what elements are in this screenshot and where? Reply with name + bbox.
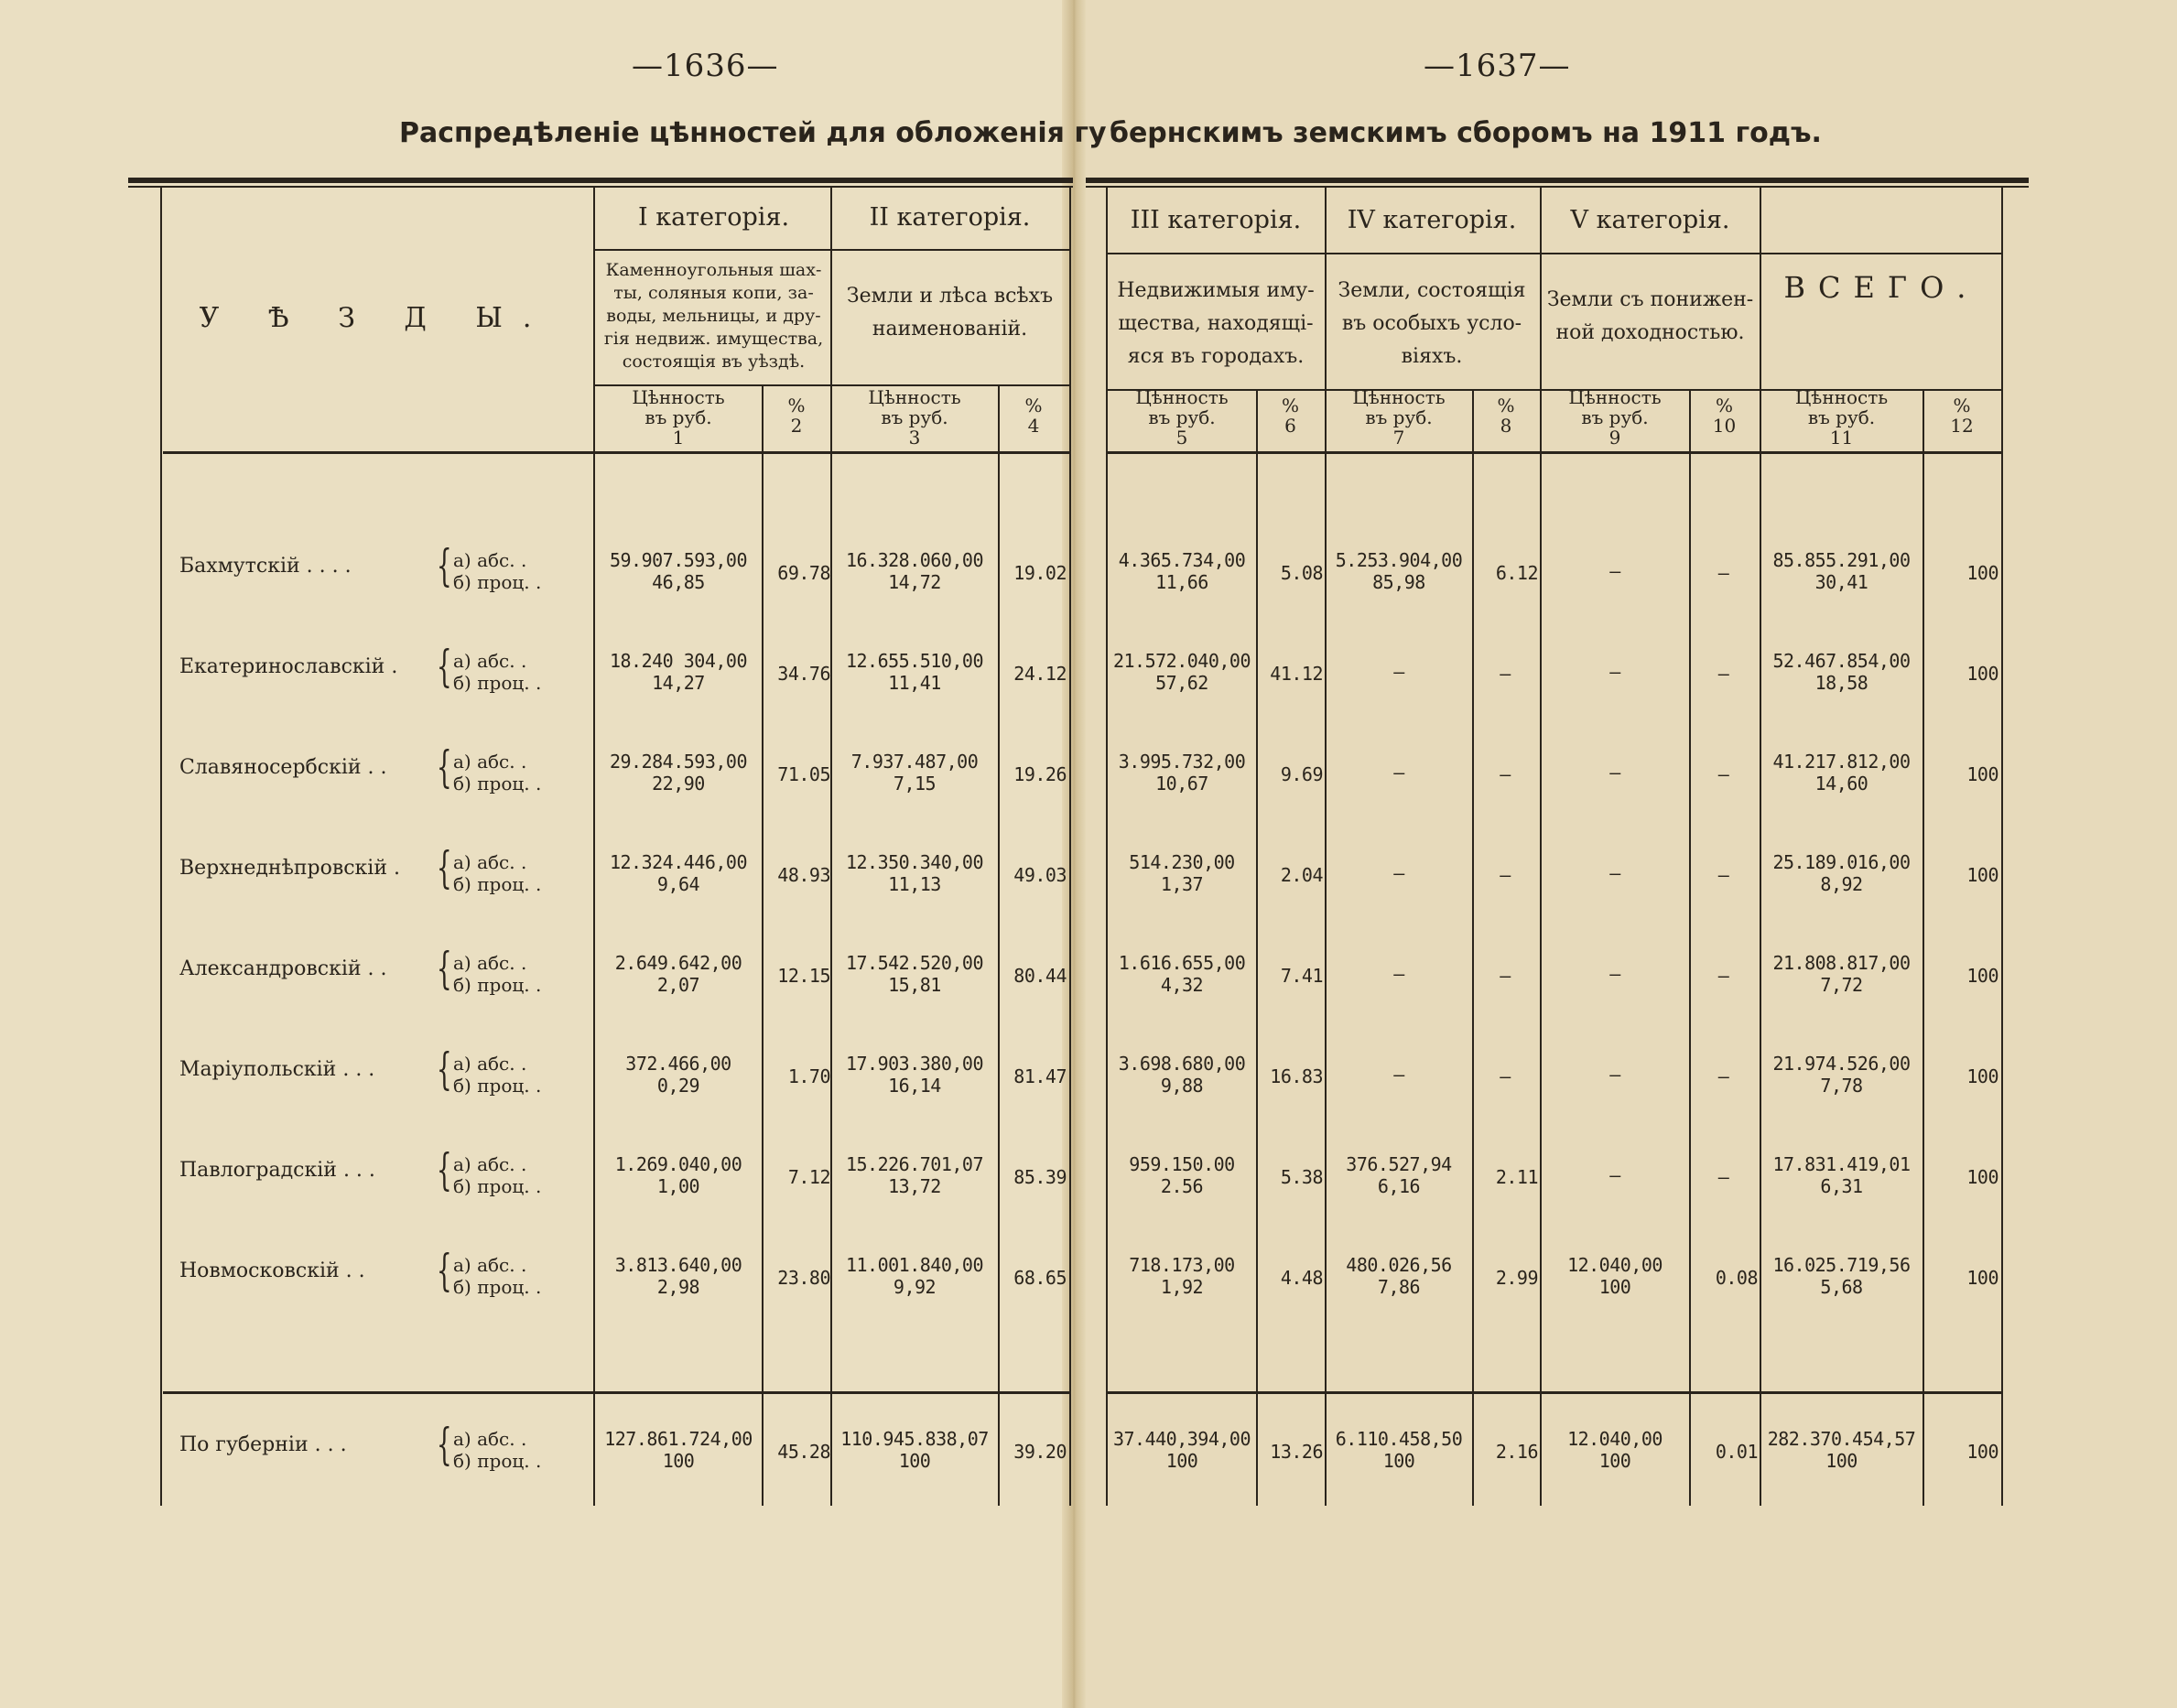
value-cell: 12.655.510,00 11,41 — [845, 650, 984, 694]
header-divider — [1108, 253, 2001, 254]
pct-cell: 0.01 — [1715, 1441, 1758, 1463]
pct-cell: 100 — [1966, 965, 1998, 987]
pct-cell: — — [1717, 965, 1729, 987]
value-cell: 17.831.419,01 6,31 — [1772, 1153, 1911, 1197]
value-cell: 12.350.340,00 11,13 — [845, 851, 984, 895]
pct-cell: — — [1500, 763, 1511, 785]
pct-subheader: % 2 — [787, 395, 806, 437]
cat5-header: V категорія. — [1570, 206, 1730, 234]
pct-cell: 5.08 — [1280, 562, 1323, 584]
value-subheader: Цѣнность въ руб. 9 — [1568, 386, 1662, 449]
pct-cell: 48.93 — [777, 864, 830, 886]
abs-label: а) абс. . — [453, 1254, 527, 1276]
column-divider — [1922, 389, 1924, 1506]
brace-mark: { — [436, 1419, 452, 1470]
abs-label: а) абс. . — [453, 1053, 527, 1075]
pct-cell: — — [1500, 965, 1511, 987]
value-subheader: Цѣнность въ руб. 5 — [1135, 386, 1229, 449]
value-subheader: Цѣнность въ руб. 3 — [868, 386, 961, 449]
pct-cell: 100 — [1966, 763, 1998, 785]
pct-subheader: % 6 — [1281, 395, 1299, 437]
value-cell: 7.937.487,00 7,15 — [850, 751, 979, 795]
proc-label: б) проц. . — [453, 873, 542, 895]
value-cell: 4.365.734,00 11,66 — [1118, 549, 1246, 593]
column-divider — [1689, 389, 1691, 1506]
pct-cell: 80.44 — [1013, 965, 1067, 987]
value-cell: — — [1609, 1164, 1620, 1186]
value-cell: 16.025.719,56 5,68 — [1772, 1254, 1911, 1298]
pct-cell: 2.16 — [1495, 1441, 1538, 1463]
header-divider — [595, 249, 1069, 251]
pct-cell: 100 — [1966, 1267, 1998, 1289]
row-1-name: Екатеринославскій . — [179, 655, 398, 678]
pct-cell: 9.69 — [1280, 763, 1323, 785]
total-rule — [1108, 1391, 2001, 1394]
value-cell: 18.240 304,00 14,27 — [609, 650, 748, 694]
value-cell: — — [1393, 661, 1404, 683]
pct-cell: 100 — [1966, 663, 1998, 685]
row-6-name: Павлоградскій . . . — [179, 1159, 375, 1182]
value-cell: 21.572.040,00 57,62 — [1112, 650, 1251, 694]
value-cell: 1.269.040,00 1,00 — [614, 1153, 742, 1197]
pct-cell: 100 — [1966, 562, 1998, 584]
value-cell: — — [1609, 963, 1620, 985]
pct-cell: 4.48 — [1280, 1267, 1323, 1289]
value-cell: 41.217.812,00 14,60 — [1772, 751, 1911, 795]
pct-cell: 24.12 — [1013, 663, 1067, 685]
value-cell: 52.467.854,00 18,58 — [1772, 650, 1911, 694]
value-cell: — — [1609, 1064, 1620, 1086]
value-cell: 376.527,94 6,16 — [1346, 1153, 1452, 1197]
value-cell: — — [1609, 661, 1620, 683]
pct-cell: 39.20 — [1013, 1441, 1067, 1463]
vsego-header: ВСЕГО. — [1783, 270, 1979, 305]
pct-cell: 100 — [1966, 1166, 1998, 1188]
pct-cell: 16.83 — [1270, 1065, 1323, 1087]
value-cell: 3.995.732,00 10,67 — [1118, 751, 1246, 795]
value-cell: 85.855.291,00 30,41 — [1772, 549, 1911, 593]
pct-cell: 19.02 — [1013, 562, 1067, 584]
brace-mark: { — [436, 741, 452, 793]
proc-label: б) проц. . — [453, 1175, 542, 1197]
top-rule-left-thin — [128, 186, 1073, 188]
pct-cell: 6.12 — [1495, 562, 1538, 584]
value-cell: 127.861.724,00 100 — [604, 1428, 753, 1472]
pct-cell: 68.65 — [1013, 1267, 1067, 1289]
pct-subheader: % 10 — [1712, 395, 1737, 437]
row-7-name: Новмосковскій . . — [179, 1259, 365, 1282]
pct-cell: 7.41 — [1280, 965, 1323, 987]
value-subheader: Цѣнность въ руб. 1 — [632, 386, 725, 449]
pct-cell: 2.11 — [1495, 1166, 1538, 1188]
value-cell: 12.040,00 100 — [1567, 1254, 1663, 1298]
value-subheader: Цѣнность въ руб. 7 — [1352, 386, 1446, 449]
pct-cell: 45.28 — [777, 1441, 830, 1463]
value-cell: 718.173,00 1,92 — [1129, 1254, 1235, 1298]
abs-label: а) абс. . — [453, 650, 527, 672]
value-cell: 25.189.016,00 8,92 — [1772, 851, 1911, 895]
value-cell: 17.542.520,00 15,81 — [845, 952, 984, 996]
value-cell: 514.230,00 1,37 — [1129, 851, 1235, 895]
pct-subheader: % 12 — [1950, 395, 1974, 437]
value-cell: 372.466,00 0,29 — [625, 1053, 731, 1097]
value-cell: 12.324.446,00 9,64 — [609, 851, 748, 895]
column-divider — [1760, 188, 1761, 1506]
row-3-name: Верхнеднѣпровскій . — [179, 857, 400, 880]
pct-cell: 5.38 — [1280, 1166, 1323, 1188]
brace-mark: { — [436, 1245, 452, 1296]
pct-cell: 0.08 — [1715, 1267, 1758, 1289]
top-rule-right-thin — [1086, 186, 2029, 188]
value-cell: 110.945.838,07 100 — [840, 1428, 989, 1472]
pct-cell: — — [1717, 763, 1729, 785]
brace-mark: { — [436, 641, 452, 692]
cat5-desc: Земли съ понижен- ной доходностью. — [1546, 288, 1754, 344]
pct-cell: 2.99 — [1495, 1267, 1538, 1289]
pct-cell: — — [1717, 562, 1729, 584]
pct-cell: 69.78 — [777, 562, 830, 584]
value-cell: 21.974.526,00 7,78 — [1772, 1053, 1911, 1097]
value-cell: 480.026,56 7,86 — [1346, 1254, 1452, 1298]
pct-cell: 100 — [1966, 1441, 1998, 1463]
value-cell: 17.903.380,00 16,14 — [845, 1053, 984, 1097]
brace-mark: { — [436, 1043, 452, 1095]
value-cell: — — [1609, 560, 1620, 582]
column-divider — [2001, 188, 2003, 1506]
cat3-header: III категорія. — [1130, 206, 1302, 234]
proc-label: б) проц. . — [453, 773, 542, 795]
cat3-desc: Недвижимыя иму- щества, находящі- яся въ городахъ. — [1117, 279, 1315, 368]
pct-cell: 85.39 — [1013, 1166, 1067, 1188]
pct-cell: — — [1717, 864, 1729, 886]
column-divider — [1256, 389, 1258, 1506]
pct-subheader: % 8 — [1497, 395, 1515, 437]
column-divider — [1069, 188, 1071, 1506]
proc-label: б) проц. . — [453, 1450, 542, 1472]
column-divider — [1325, 188, 1327, 1506]
abs-label: а) абс. . — [453, 1428, 527, 1450]
row-2-name: Славяносербскій . . — [179, 756, 387, 779]
cat2-header: II категорія. — [869, 203, 1031, 232]
value-cell: — — [1609, 862, 1620, 884]
cat1-desc: Каменноугольныя шах- ты, соляныя копи, за- воды, мельницы, и дру- гія недвиж. имущества, состоящія въ уѣздѣ. — [603, 260, 824, 372]
abs-label: а) абс. . — [453, 751, 527, 773]
pct-cell: — — [1717, 1065, 1729, 1087]
value-cell: 59.907.593,00 46,85 — [609, 549, 748, 593]
value-subheader: Цѣнность въ руб. 11 — [1794, 386, 1889, 449]
value-cell: 29.284.593,00 22,90 — [609, 751, 748, 795]
pct-cell: 81.47 — [1013, 1065, 1067, 1087]
pct-cell: 100 — [1966, 864, 1998, 886]
proc-label: б) проц. . — [453, 571, 542, 593]
pct-cell: — — [1717, 1166, 1729, 1188]
top-rule-right — [1086, 178, 2029, 183]
cat4-header: IV категорія. — [1347, 206, 1517, 234]
cat4-desc: Земли, состоящія въ особыхъ усло- віяхъ. — [1338, 279, 1526, 368]
pct-cell: — — [1500, 663, 1511, 685]
value-cell: 959.150.00 2.56 — [1129, 1153, 1235, 1197]
abs-label: а) абс. . — [453, 1153, 527, 1175]
proc-label: б) проц. . — [453, 974, 542, 996]
value-cell: 3.698.680,00 9,88 — [1118, 1053, 1246, 1097]
header-bottom-rule — [163, 451, 1071, 454]
value-cell: — — [1609, 762, 1620, 784]
pct-cell: 19.26 — [1013, 763, 1067, 785]
uezdy-header: У Ѣ З Д Ы. — [199, 302, 552, 334]
cat2-desc: Земли и лѣса всѣхъ наименованій. — [846, 285, 1054, 341]
column-divider — [160, 188, 162, 1506]
right-page-number: —1637— — [1424, 48, 1571, 84]
total-rule — [163, 1391, 1071, 1394]
pct-cell: 7.12 — [787, 1166, 830, 1188]
pct-cell: — — [1717, 663, 1729, 685]
pct-cell: 2.04 — [1280, 864, 1323, 886]
value-cell: 2.649.642,00 2,07 — [614, 952, 742, 996]
pct-cell: — — [1500, 1065, 1511, 1087]
abs-label: а) абс. . — [453, 549, 527, 571]
header-bottom-rule — [1108, 451, 2001, 454]
value-cell: 3.813.640,00 2,98 — [614, 1254, 742, 1298]
brace-mark: { — [436, 540, 452, 591]
top-rule-left — [128, 178, 1073, 183]
value-cell: — — [1393, 1064, 1404, 1086]
column-divider — [1472, 389, 1474, 1506]
brace-mark: { — [436, 842, 452, 893]
abs-label: а) абс. . — [453, 851, 527, 873]
pct-cell: 49.03 — [1013, 864, 1067, 886]
pct-subheader: % 4 — [1024, 395, 1043, 437]
pct-cell: 13.26 — [1270, 1441, 1323, 1463]
row-4-name: Александровскій . . — [179, 957, 387, 980]
brace-mark: { — [436, 1144, 452, 1195]
value-cell: — — [1393, 963, 1404, 985]
title-right: бернскимъ земскимъ сборомъ на 1911 годъ. — [1110, 117, 1822, 149]
title-left: Распредѣленіе цѣнностей для обложенія гу — [399, 117, 1107, 149]
value-cell: 282.370.454,57 100 — [1767, 1428, 1916, 1472]
value-cell: 5.253.904,00 85,98 — [1335, 549, 1463, 593]
cat1-header: I категорія. — [637, 203, 790, 232]
total-row-name: По губерніи . . . — [179, 1433, 347, 1456]
value-cell: 37.440,394,00 100 — [1112, 1428, 1251, 1472]
proc-label: б) проц. . — [453, 672, 542, 694]
value-cell: — — [1393, 762, 1404, 784]
row-5-name: Маріупольскій . . . — [179, 1058, 375, 1081]
column-divider — [998, 384, 1000, 1506]
value-cell: 21.808.817,00 7,72 — [1772, 952, 1911, 996]
column-divider — [1106, 188, 1108, 1506]
column-divider — [762, 384, 764, 1506]
value-cell: 6.110.458,50 100 — [1335, 1428, 1463, 1472]
pct-cell: 41.12 — [1270, 663, 1323, 685]
proc-label: б) проц. . — [453, 1075, 542, 1097]
value-cell: 15.226.701,07 13,72 — [845, 1153, 984, 1197]
pct-cell: 1.70 — [787, 1065, 830, 1087]
pct-cell: 12.15 — [777, 965, 830, 987]
value-cell: — — [1393, 862, 1404, 884]
pct-cell: 23.80 — [777, 1267, 830, 1289]
column-divider — [1540, 188, 1542, 1506]
value-cell: 12.040,00 100 — [1567, 1428, 1663, 1472]
brace-mark: { — [436, 943, 452, 994]
pct-cell: 71.05 — [777, 763, 830, 785]
abs-label: а) абс. . — [453, 952, 527, 974]
pct-cell: — — [1500, 864, 1511, 886]
value-cell: 16.328.060,00 14,72 — [845, 549, 984, 593]
pct-cell: 34.76 — [777, 663, 830, 685]
proc-label: б) проц. . — [453, 1276, 542, 1298]
row-0-name: Бахмутскій . . . . — [179, 555, 352, 578]
value-cell: 11.001.840,00 9,92 — [845, 1254, 984, 1298]
left-page-number: —1636— — [632, 48, 779, 84]
value-cell: 1.616.655,00 4,32 — [1118, 952, 1246, 996]
pct-cell: 100 — [1966, 1065, 1998, 1087]
